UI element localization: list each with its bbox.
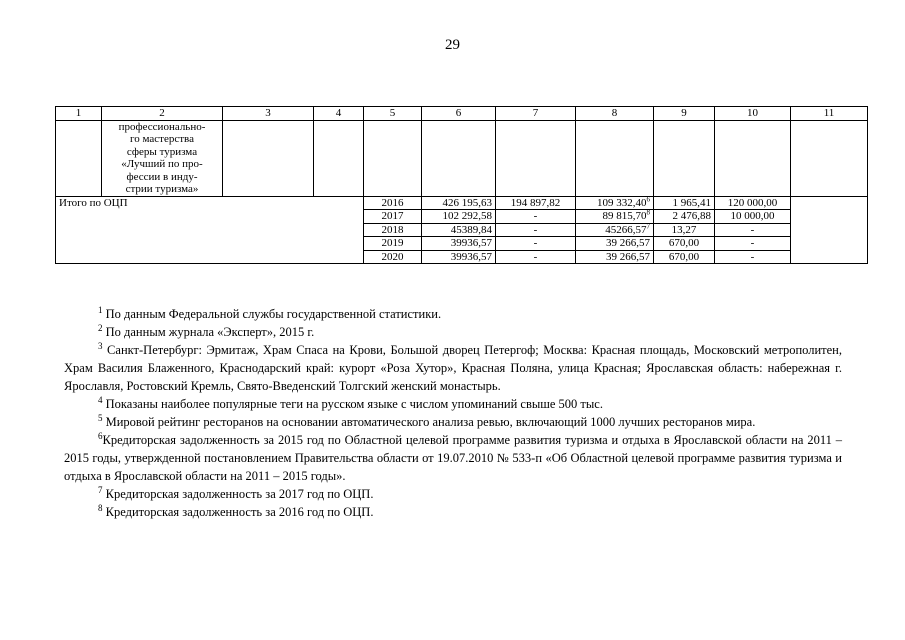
column-header: 3 bbox=[223, 107, 314, 121]
description-line: стрии туризма» bbox=[125, 183, 199, 195]
description-line: профессионально- bbox=[118, 120, 206, 133]
footnote-number: 1 bbox=[98, 304, 103, 315]
amount-value: 39 266,57 bbox=[606, 237, 650, 249]
amount-cell: - bbox=[715, 237, 791, 251]
description-line: го мастерства bbox=[130, 133, 194, 145]
footnotes bbox=[64, 305, 842, 521]
amount-value: 39 266,57 bbox=[606, 250, 650, 263]
column-header: 7 bbox=[496, 107, 576, 121]
amount-cell: 120 000,00 bbox=[715, 196, 791, 210]
footnote-text: По данным журнала «Эксперт», 2015 г. bbox=[102, 325, 315, 339]
footnote bbox=[64, 395, 842, 413]
table-cell bbox=[223, 120, 314, 196]
footnote bbox=[64, 503, 842, 521]
column-header: 9 bbox=[654, 107, 715, 121]
table-row-continuation bbox=[56, 120, 868, 196]
description-line: сферы туризма bbox=[126, 145, 198, 158]
table-cell bbox=[314, 120, 364, 196]
footnote-ref: 6 bbox=[646, 194, 650, 203]
amount-value: 45266,57 bbox=[605, 223, 647, 236]
year-cell: 2016 bbox=[364, 196, 422, 210]
amount-cell: - bbox=[496, 210, 576, 224]
footnote bbox=[64, 485, 842, 503]
footnote-text: Показаны наиболее популярные теги на русском языке с числом упоминаний свыше 500 тыс. bbox=[102, 397, 603, 411]
footnote-number: 3 bbox=[98, 340, 103, 351]
total-row bbox=[56, 196, 868, 210]
footnote-text: Кредиторская задолженность за 2017 год по ОЦП. bbox=[102, 487, 374, 501]
footnote-number: 7 bbox=[98, 484, 103, 495]
budget-table bbox=[55, 106, 868, 264]
amount-cell bbox=[576, 223, 654, 237]
amount-cell bbox=[576, 237, 654, 251]
table-header-row bbox=[56, 107, 868, 121]
column-header: 6 bbox=[422, 107, 496, 121]
amount-cell: - bbox=[715, 223, 791, 237]
amount-cell bbox=[576, 250, 654, 264]
table-cell bbox=[56, 120, 102, 196]
table-cell bbox=[364, 120, 422, 196]
footnote-number: 5 bbox=[98, 412, 103, 423]
amount-value: 89 815,70 bbox=[602, 210, 647, 222]
column-header: 4 bbox=[314, 107, 364, 121]
amount-cell: - bbox=[496, 237, 576, 251]
footnote-ref: 7 bbox=[646, 221, 650, 230]
footnote-text: Кредиторская задолженность за 2016 год по ОЦП. bbox=[102, 505, 374, 519]
table-cell bbox=[422, 120, 496, 196]
footnote bbox=[64, 413, 842, 431]
footnote bbox=[64, 431, 842, 485]
total-label: Итого по ОЦП bbox=[56, 196, 364, 264]
amount-cell: - bbox=[496, 223, 576, 237]
year-cell: 2019 bbox=[364, 237, 422, 251]
column-header: 2 bbox=[102, 107, 223, 121]
footnote bbox=[64, 323, 842, 341]
amount-cell: 194 897,82 bbox=[496, 196, 576, 210]
amount-cell: 39936,57 bbox=[422, 237, 496, 251]
table-cell bbox=[791, 120, 868, 196]
amount-cell bbox=[576, 196, 654, 210]
footnote bbox=[64, 341, 842, 395]
amount-cell: 102 292,58 bbox=[422, 210, 496, 224]
column-header: 11 bbox=[791, 107, 868, 121]
footnote-number: 8 bbox=[98, 502, 103, 513]
footnote-ref: 8 bbox=[646, 208, 650, 217]
column-header: 1 bbox=[56, 107, 102, 121]
footnote-number: 4 bbox=[98, 394, 103, 405]
footnote-number: 6 bbox=[98, 430, 103, 441]
footnote bbox=[64, 305, 842, 323]
footnote-text: Санкт-Петербург: Эрмитаж, Храм Спаса на Крови, Большой дворец Петергоф; Москва: Красная площадь, Московский метрополитен, Храм Василия Блаженного, Краснодарский край: курорт «Роза Хутор», Красная Поляна, улица Красная; Ярославская область: набережная г. Ярославля, Ростовский Кремль, Свято-Введенский Толгский женский монастырь. bbox=[64, 343, 842, 393]
amount-value: 109 332,40 bbox=[597, 196, 647, 209]
page-number: 29 bbox=[445, 37, 460, 53]
amount-cell: 10 000,00 bbox=[715, 210, 791, 224]
description-line: фессии в инду- bbox=[126, 170, 198, 183]
column-header: 5 bbox=[364, 107, 422, 121]
footnote-text: Кредиторская задолженность за 2015 год по Областной целевой программе развития туризма и отдыха в Ярославской области на 2011 – 2015 годы, утвержденной постановлением Правительства области от 19.07.2010 № 533-п «Об Областной целевой программе развития туризма и отдыха в Ярославской области на 2011 – 2015 годы». bbox=[64, 433, 842, 483]
footnote-text: По данным Федеральной службы государственной статистики. bbox=[102, 307, 442, 321]
footnote-text: Мировой рейтинг ресторанов на основании автоматического анализа ревью, включающий 1000 лучших ресторанов мира. bbox=[102, 415, 756, 429]
table-cell bbox=[791, 196, 868, 264]
amount-cell: 670,00 bbox=[654, 250, 715, 264]
amount-cell: 670,00 bbox=[654, 237, 715, 251]
amount-cell: 426 195,63 bbox=[422, 196, 496, 210]
activity-description-cell bbox=[102, 120, 223, 196]
table-cell bbox=[496, 120, 576, 196]
amount-cell: 1 965,41 bbox=[654, 196, 715, 210]
amount-cell: 2 476,88 bbox=[654, 210, 715, 224]
table-cell bbox=[576, 120, 654, 196]
table-cell bbox=[715, 120, 791, 196]
amount-cell: 13,27 bbox=[654, 223, 715, 237]
amount-cell: 39936,57 bbox=[422, 250, 496, 264]
amount-cell bbox=[576, 210, 654, 224]
amount-cell: 45389,84 bbox=[422, 223, 496, 237]
column-header: 10 bbox=[715, 107, 791, 121]
amount-cell: - bbox=[715, 250, 791, 264]
year-cell: 2017 bbox=[364, 210, 422, 224]
amount-cell: - bbox=[496, 250, 576, 264]
description-line: «Лучший по про- bbox=[121, 158, 203, 170]
footnote-number: 2 bbox=[98, 322, 103, 333]
year-cell: 2018 bbox=[364, 223, 422, 237]
column-header: 8 bbox=[576, 107, 654, 121]
year-cell: 2020 bbox=[364, 250, 422, 264]
table-cell bbox=[654, 120, 715, 196]
